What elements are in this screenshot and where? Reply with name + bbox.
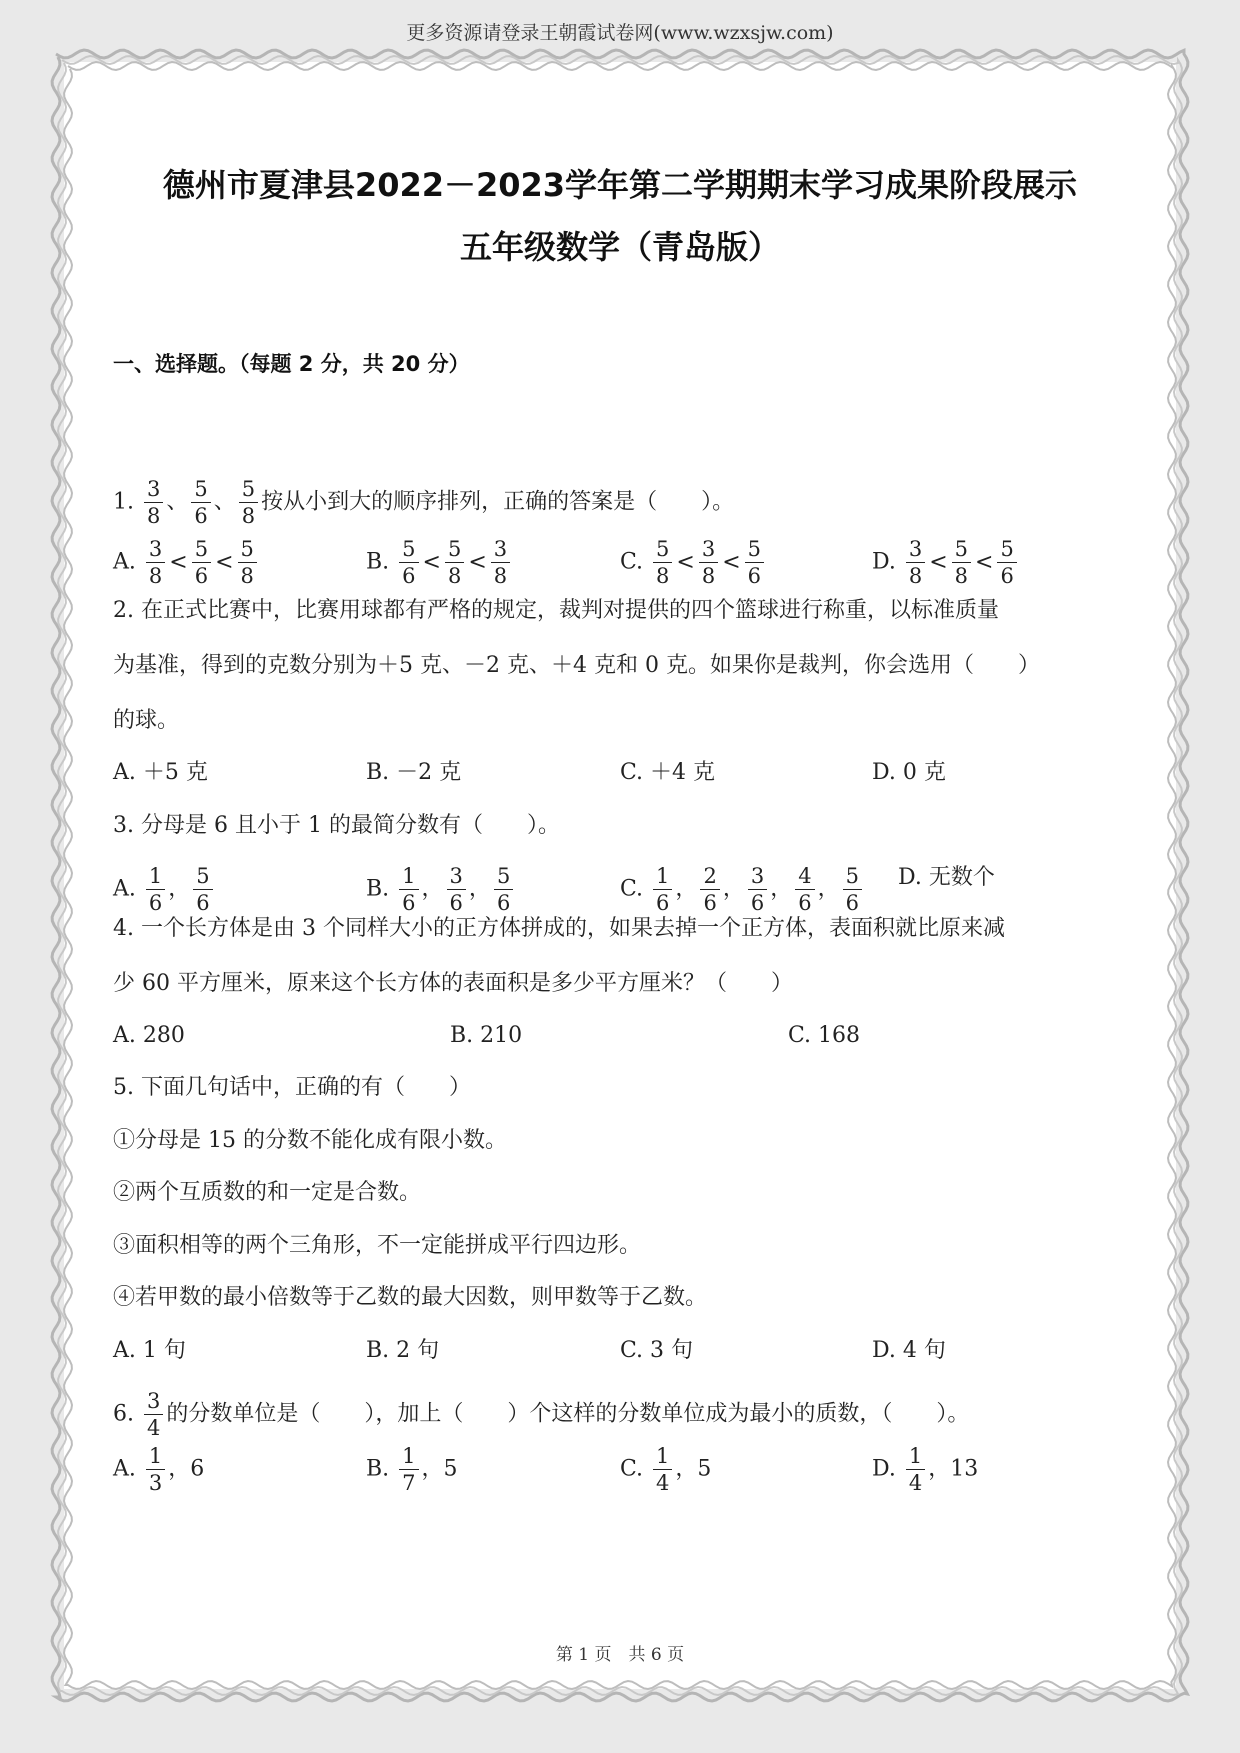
exam-title: 德州市夏津县2022－2023学年第二学期期末学习成果阶段展示	[162, 166, 1078, 204]
q3-option-a[interactable]: A. $\frac{1}{6}$ ， $\frac{5}{6}$	[113, 863, 216, 916]
q2-option-a[interactable]: A. ＋5 克	[113, 760, 208, 785]
fraction: $\frac{5}{6}$	[494, 863, 513, 916]
q5-option-b[interactable]: B. 2 句	[366, 1338, 440, 1363]
q6-option-a[interactable]: A. $\frac{1}{3}$ ，6	[113, 1444, 205, 1495]
q4-option-b[interactable]: B. 210	[450, 1023, 523, 1048]
fraction: $\frac{5}{6}$	[843, 863, 862, 916]
fraction: $\frac{5}{6}$	[191, 476, 210, 529]
q1-option-a[interactable]: A. $\frac{3}{8}$ < $\frac{5}{6}$ < $\frac{5}{8}$	[113, 536, 260, 589]
q5-option-a[interactable]: A. 1 句	[113, 1338, 186, 1363]
q5-statement-1: ①分母是 15 的分数不能化成有限小数。	[113, 1128, 507, 1153]
fraction: $\frac{3}{4}$	[144, 1388, 163, 1441]
q5-option-d[interactable]: D. 4 句	[872, 1338, 946, 1363]
q2-option-d[interactable]: D. 0 克	[872, 760, 946, 785]
fraction: $\frac{1}{3}$	[146, 1443, 165, 1496]
fraction: $\frac{5}{6}$	[193, 863, 212, 916]
page-footer: 第 1 页 共 6 页	[555, 1645, 685, 1665]
q5-statement-4: ④若甲数的最小倍数等于乙数的最大因数，则甲数等于乙数。	[113, 1285, 708, 1310]
fraction: $\frac{3}{8}$	[144, 476, 163, 529]
fraction: $\frac{3}{8}$	[146, 536, 165, 589]
fraction: $\frac{5}{8}$	[952, 536, 971, 589]
q3-option-c[interactable]: C. $\frac{1}{6}$ ， $\frac{2}{6}$ ， $\frac{3}{6}$ ， $\frac{4}{6}$ ， $\frac{5}{6}$	[620, 863, 865, 916]
q1-option-d[interactable]: D. $\frac{3}{8}$ < $\frac{5}{8}$ < $\frac{5}{6}$	[872, 536, 1020, 589]
q3-option-d[interactable]: D. 无数个	[898, 865, 995, 890]
section-heading: 一、选择题。（每题 2 分，共 20 分）	[113, 352, 470, 376]
fraction: $\frac{3}{8}$	[906, 536, 925, 589]
q2-option-c[interactable]: C. ＋4 克	[620, 760, 716, 785]
q2-option-b[interactable]: B. －2 克	[366, 760, 462, 785]
question-4-line1: 4. 一个长方体是由 3 个同样大小的正方体拼成的，如果去掉一个正方体，表面积就比原来减	[113, 916, 1005, 941]
question-1: 1. $\frac{3}{8}$ 、 $\frac{5}{6}$ 、 $\frac{5}{8}$ 按从小到大的顺序排列，正确的答案是（ ）。	[113, 477, 735, 528]
question-2-line3: 的球。	[113, 708, 180, 733]
question-4-line2: 少 60 平方厘米，原来这个长方体的表面积是多少平方厘米？（ ）	[113, 971, 793, 996]
fraction: $\frac{1}{7}$	[399, 1443, 418, 1496]
q5-statement-2: ②两个互质数的和一定是合数。	[113, 1180, 422, 1205]
exam-page	[70, 48, 1170, 1703]
q3-option-b[interactable]: B. $\frac{1}{6}$ ， $\frac{3}{6}$ ， $\frac{5}{6}$	[366, 863, 516, 916]
q6-option-d[interactable]: D. $\frac{1}{4}$ ，13	[872, 1444, 979, 1495]
fraction: $\frac{5}{8}$	[239, 476, 258, 529]
q4-option-c[interactable]: C. 168	[788, 1023, 861, 1048]
fraction: $\frac{3}{6}$	[748, 863, 767, 916]
question-3: 3. 分母是 6 且小于 1 的最简分数有（ ）。	[113, 813, 560, 838]
fraction: $\frac{3}{8}$	[491, 536, 510, 589]
question-5: 5. 下面几句话中，正确的有（ ）	[113, 1075, 471, 1100]
q6-option-c[interactable]: C. $\frac{1}{4}$ ，5	[620, 1444, 712, 1495]
fraction: $\frac{5}{6}$	[399, 536, 418, 589]
question-2-line2: 为基准，得到的克数分别为＋5 克、－2 克、＋4 克和 0 克。如果你是裁判，你会选用（ ）	[113, 653, 1040, 678]
q5-option-c[interactable]: C. 3 句	[620, 1338, 694, 1363]
fraction: $\frac{5}{8}$	[238, 536, 257, 589]
fraction: $\frac{1}{6}$	[146, 863, 165, 916]
question-2-line1: 2. 在正式比赛中，比赛用球都有严格的规定，裁判对提供的四个篮球进行称重，以标准质量	[113, 598, 999, 623]
q4-option-a[interactable]: A. 280	[113, 1023, 185, 1048]
fraction: $\frac{1}{6}$	[399, 863, 418, 916]
fraction: $\frac{3}{8}$	[699, 536, 718, 589]
fraction: $\frac{4}{6}$	[795, 863, 814, 916]
q1-option-c[interactable]: C. $\frac{5}{8}$ < $\frac{3}{8}$ < $\frac{5}{6}$	[620, 536, 767, 589]
fraction: $\frac{5}{8}$	[653, 536, 672, 589]
fraction: $\frac{5}{8}$	[445, 536, 464, 589]
fraction: $\frac{5}{6}$	[192, 536, 211, 589]
fraction: $\frac{5}{6}$	[997, 536, 1016, 589]
fraction: $\frac{2}{6}$	[700, 863, 719, 916]
source-note: 更多资源请登录王朝霞试卷网(www.wzxsjw.com)	[406, 22, 834, 44]
fraction: $\frac{1}{4}$	[653, 1443, 672, 1496]
fraction: $\frac{1}{6}$	[653, 863, 672, 916]
q5-statement-3: ③面积相等的两个三角形，不一定能拼成平行四边形。	[113, 1233, 642, 1258]
fraction: $\frac{5}{6}$	[745, 536, 764, 589]
question-6: 6. $\frac{3}{4}$ 的分数单位是（ ），加上（ ）个这样的分数单位成为最小的质数，（ ）。	[113, 1389, 970, 1440]
q1-option-b[interactable]: B. $\frac{5}{6}$ < $\frac{5}{8}$ < $\frac{3}{8}$	[366, 536, 513, 589]
q6-option-b[interactable]: B. $\frac{1}{7}$ ，5	[366, 1444, 458, 1495]
fraction: $\frac{3}{6}$	[447, 863, 466, 916]
fraction: $\frac{1}{4}$	[906, 1443, 925, 1496]
exam-subtitle: 五年级数学（青岛版）	[459, 228, 780, 266]
